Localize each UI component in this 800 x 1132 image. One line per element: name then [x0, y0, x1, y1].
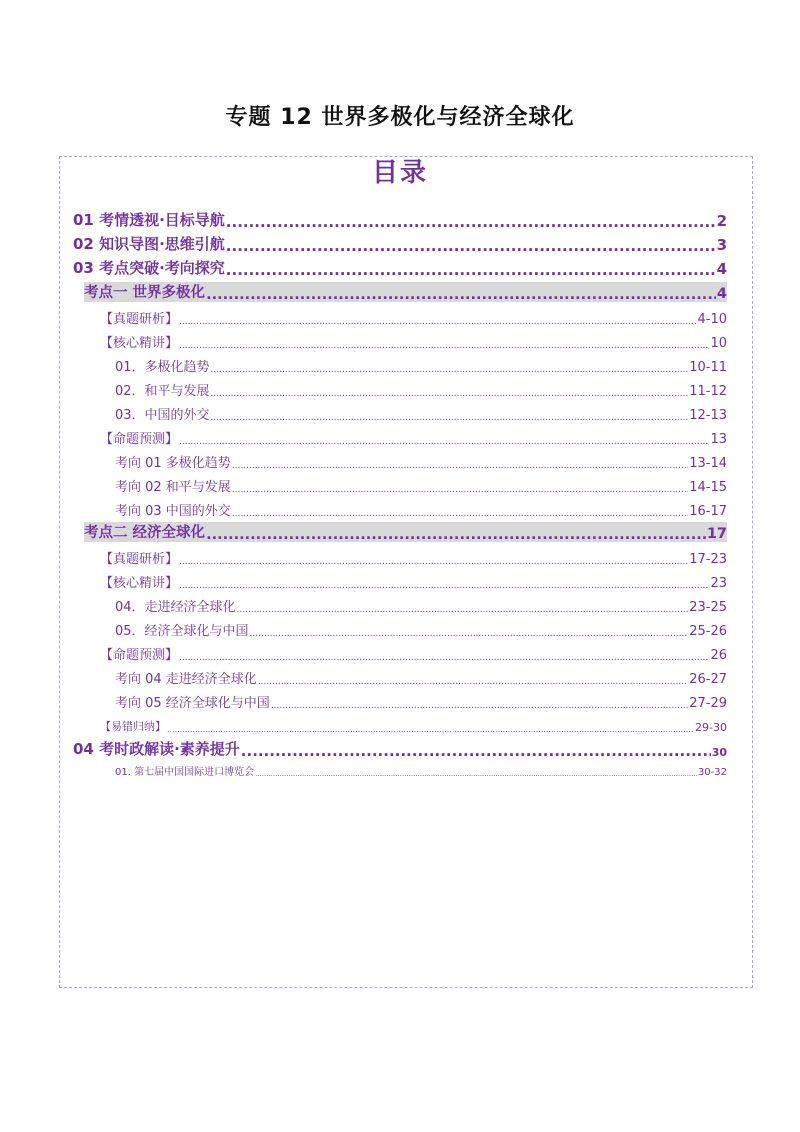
toc-entry-page: 23-25 — [689, 600, 727, 615]
toc-entry-yuce-1[interactable] — [100, 427, 727, 447]
toc-entry-page: 30 — [711, 746, 727, 759]
leader-dots — [271, 702, 688, 711]
toc-entry-label: 考向 01 多极化趋势 — [115, 456, 231, 471]
toc-entry-kaoxiang-01[interactable] — [115, 451, 727, 471]
toc-entry-kaoxiang-05[interactable] — [115, 691, 727, 711]
toc-entry-label: 考向 03 中国的外交 — [115, 504, 231, 519]
toc-entry-label: 考向 04 走进经济全球化 — [115, 672, 257, 687]
toc-entry-jinbohui[interactable] — [115, 762, 727, 778]
toc-entry-04[interactable] — [73, 737, 727, 759]
leader-dots — [206, 528, 706, 543]
toc-entry-label: 01. 第七届中国国际进口博览会 — [115, 767, 255, 778]
toc-entry-hexin-2[interactable] — [100, 571, 727, 591]
toc-entry-yicuo[interactable] — [100, 716, 727, 734]
toc-entry-page: 13-14 — [689, 456, 727, 471]
toc-entry-label: 【真题研析】 — [100, 312, 179, 327]
toc-entry-kaoxiang-02[interactable] — [115, 475, 727, 495]
toc-entry-page: 10-11 — [689, 360, 727, 375]
toc-entry-01-duojihua[interactable] — [115, 355, 727, 375]
toc-entry-page: 11-12 — [689, 384, 727, 399]
leader-dots — [232, 462, 688, 471]
toc-entry-yuce-2[interactable] — [100, 643, 727, 663]
leader-dots — [179, 342, 709, 351]
leader-dots — [179, 654, 709, 663]
toc-entry-page: 4 — [716, 286, 727, 302]
leader-dots — [211, 390, 689, 399]
toc-entry-page: 16-17 — [689, 504, 727, 519]
toc-entry-label: 考点一 世界多极化 — [84, 285, 206, 301]
toc-entry-label: 01 考情透视·目标导航 — [73, 211, 225, 229]
toc-entry-page: 26 — [710, 648, 727, 663]
toc-entry-05-zhongguo[interactable] — [115, 619, 727, 639]
toc-entry-03[interactable] — [73, 256, 727, 278]
toc-entry-page: 17-23 — [689, 552, 727, 567]
leader-dots — [258, 678, 688, 687]
leader-dots — [179, 582, 709, 591]
toc-entry-label: 【命题预测】 — [100, 648, 179, 663]
toc-entry-02-heping[interactable] — [115, 379, 727, 399]
leader-dots — [206, 288, 716, 303]
toc-entry-04-zoujin[interactable] — [115, 595, 727, 615]
toc-entry-label: 【核心精讲】 — [100, 576, 179, 591]
leader-dots — [255, 771, 697, 778]
leader-dots — [237, 606, 689, 615]
toc-entry-page: 10 — [710, 336, 727, 351]
toc-entry-label: 04 考时政解读·素养提升 — [73, 740, 240, 758]
toc-entry-zhenti-2[interactable] — [100, 547, 727, 567]
toc-entry-label: 考点二 经济全球化 — [84, 525, 206, 541]
leader-dots — [226, 215, 716, 230]
document-title: 专题 12 世界多极化与经济全球化 — [225, 105, 575, 130]
toc-entry-label: 【命题预测】 — [100, 432, 179, 447]
leader-dots — [179, 318, 696, 327]
toc-entry-page: 2 — [716, 212, 727, 230]
leader-dots — [250, 630, 689, 639]
toc-heading: 目录 — [371, 158, 428, 188]
toc-entry-label: 02 知识导图·思维引航 — [73, 235, 225, 253]
toc-entry-page: 26-27 — [689, 672, 727, 687]
leader-dots — [179, 558, 688, 567]
toc-entry-page: 29-30 — [695, 721, 727, 734]
toc-entry-page: 14-15 — [689, 480, 727, 495]
leader-dots — [167, 726, 694, 734]
leader-dots — [211, 414, 689, 423]
leader-dots — [179, 438, 709, 447]
leader-dots — [241, 744, 711, 759]
toc-entry-page: 3 — [716, 236, 727, 254]
toc-entry-zhenti-1[interactable] — [100, 307, 727, 327]
toc-entry-label: 03．中国的外交 — [115, 408, 210, 423]
toc-entry-page: 4 — [716, 260, 727, 278]
toc-entry-01[interactable] — [73, 208, 727, 230]
toc-entry-kaodian-2[interactable] — [84, 522, 727, 542]
toc-entry-label: 考向 05 经济全球化与中国 — [115, 696, 270, 711]
toc-entry-label: 考向 02 和平与发展 — [115, 480, 231, 495]
toc-entry-page: 17 — [706, 526, 727, 542]
toc-entry-label: 04．走进经济全球化 — [115, 600, 236, 615]
toc-entry-page: 12-13 — [689, 408, 727, 423]
toc-entry-label: 【真题研析】 — [100, 552, 179, 567]
toc-entry-03-waijiao[interactable] — [115, 403, 727, 423]
toc-entry-02[interactable] — [73, 232, 727, 254]
leader-dots — [226, 239, 716, 254]
toc-entry-kaoxiang-04[interactable] — [115, 667, 727, 687]
toc-entry-label: 03 考点突破·考向探究 — [73, 259, 225, 277]
toc-entry-page: 13 — [710, 432, 727, 447]
toc-entry-label: 【易错归纳】 — [100, 720, 166, 733]
leader-dots — [211, 366, 689, 375]
toc-entry-label: 【核心精讲】 — [100, 336, 179, 351]
toc-entry-hexin-1[interactable] — [100, 331, 727, 351]
toc-entry-page: 23 — [710, 576, 727, 591]
toc-entry-page: 4-10 — [697, 312, 727, 327]
leader-dots — [226, 263, 716, 278]
toc-entry-label: 05．经济全球化与中国 — [115, 624, 249, 639]
toc-entry-label: 01．多极化趋势 — [115, 360, 210, 375]
toc-entry-page: 27-29 — [689, 696, 727, 711]
toc-entry-kaodian-1[interactable] — [84, 282, 727, 302]
toc-entry-label: 02．和平与发展 — [115, 384, 210, 399]
toc-entry-kaoxiang-03[interactable] — [115, 499, 727, 519]
leader-dots — [232, 486, 688, 495]
toc-entry-page: 25-26 — [689, 624, 727, 639]
leader-dots — [232, 510, 688, 519]
toc-entry-page: 30-32 — [697, 767, 727, 778]
